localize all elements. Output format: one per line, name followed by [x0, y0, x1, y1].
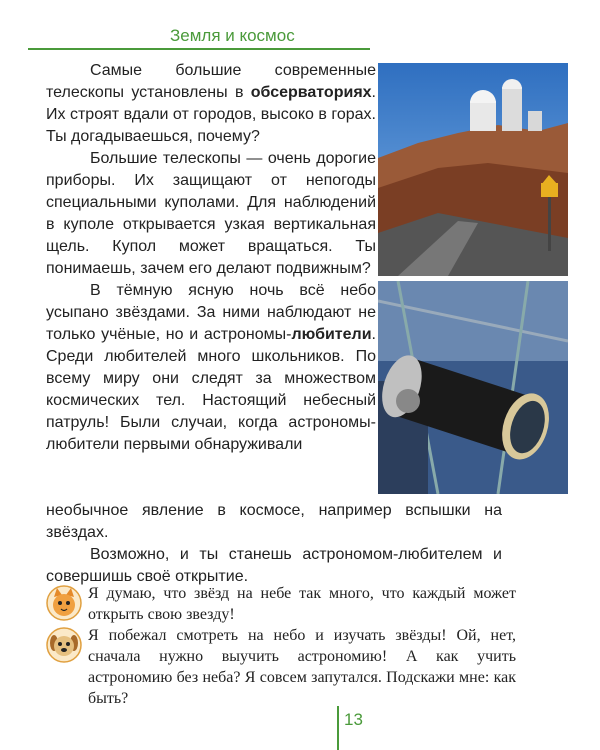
paragraph-2: Большие телескопы — очень дорогие приборы. Их защищают от непогоды специальными куполами. Для наблюдений в куполе открывается узкая вертикальная щель. Купол может вращаться. Ты понимаешь, зачем его делают подвижным?: [46, 150, 376, 277]
dialog-cat: [46, 583, 516, 625]
dialog-dog-text: Я побежал смотреть на небо и изучать звёзды! Ой, нет, сначала нужно выучить астрономию! А как учить астрономию без неба? Я совсем запутался. Подскажи мне: как быть?: [88, 627, 516, 707]
cat-avatar-icon: [46, 585, 82, 621]
paragraph-3: В тёмную ясную ночь всё небо усыпано звёздами. За ними наблюдают не только учёные, но и астрономы-любители. Среди любителей много школьников. По всему миру они следят за множеством космических тел. Настоящий небесный патруль! Были случаи, когда астрономы-любители первыми обнаруживали: [46, 282, 376, 453]
page-number: 13: [344, 710, 363, 729]
wide-text: [46, 500, 502, 588]
chapter-title: Земля и космос: [170, 26, 295, 45]
dialog-dog: [46, 625, 516, 709]
term-observatories: обсерваториях: [250, 84, 372, 101]
paragraph-4: Возможно, и ты станешь астрономом-любителем и совершишь своё открытие.: [46, 546, 502, 585]
paragraph-1: Самые большие современные телескопы установлены в обсерваториях. Их строят вдали от городов, высоко в горах. Ты догадываешься, почему?: [46, 62, 376, 145]
term-amateurs: любители: [291, 326, 372, 343]
main-text: [46, 60, 376, 456]
dog-avatar-icon: [46, 627, 82, 663]
paragraph-3-continued: необычное явление в космосе, например вспышки на звёздах.: [46, 502, 502, 541]
page-number-divider: [337, 706, 339, 750]
header-divider: [28, 48, 370, 50]
observatory-photo: [378, 63, 568, 276]
dialog-cat-text: Я думаю, что звёзд на небе так много, что каждый может открыть свою звезду!: [88, 585, 516, 623]
telescope-photo: [378, 281, 568, 494]
